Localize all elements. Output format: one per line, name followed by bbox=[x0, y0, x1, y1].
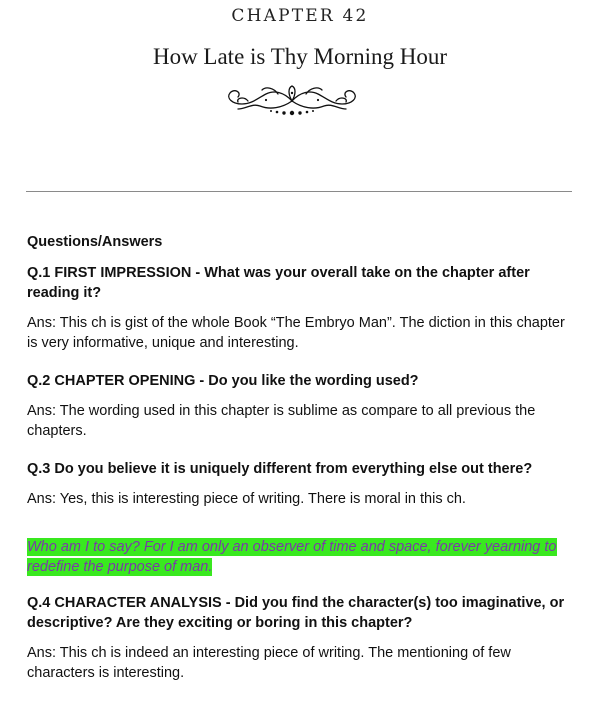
answer-3: Ans: Yes, this is interesting piece of writing. There is moral in this ch. bbox=[27, 491, 466, 507]
section-heading: Questions/Answers bbox=[27, 234, 163, 250]
highlighted-quote: Who am I to say? For I am only an observer of time and space, forever yearning to redefine the purpose of man. bbox=[27, 539, 557, 575]
question-4: Q.4 CHARACTER ANALYSIS - Did you find the character(s) too imaginative, or descriptive? Are they exciting or boring in this chapter? bbox=[27, 595, 565, 631]
chapter-title: How Late is Thy Morning Hour bbox=[152, 44, 448, 69]
question-3: Q.3 Do you believe it is uniquely different from everything else out there? bbox=[27, 461, 533, 477]
question-2: Q.2 CHAPTER OPENING - Do you like the wording used? bbox=[27, 373, 419, 389]
question-1: Q.1 FIRST IMPRESSION - What was your overall take on the chapter after reading it? bbox=[27, 265, 530, 301]
highlighted-quote-block bbox=[27, 537, 575, 577]
chapter-label: CHAPTER 42 bbox=[231, 6, 369, 26]
flourish-ornament-icon bbox=[218, 82, 366, 120]
answer-1: Ans: This ch is gist of the whole Book “The Embryo Man”. The diction in this chapter is very informative, unique and interesting. bbox=[27, 315, 565, 351]
questions-answers-section bbox=[27, 232, 575, 701]
answer-4: Ans: This ch is indeed an interesting piece of writing. The mentioning of few characters is interesting. bbox=[27, 645, 511, 681]
section-divider bbox=[26, 191, 572, 192]
answer-2: Ans: The wording used in this chapter is sublime as compare to all previous the chapters. bbox=[27, 403, 536, 439]
